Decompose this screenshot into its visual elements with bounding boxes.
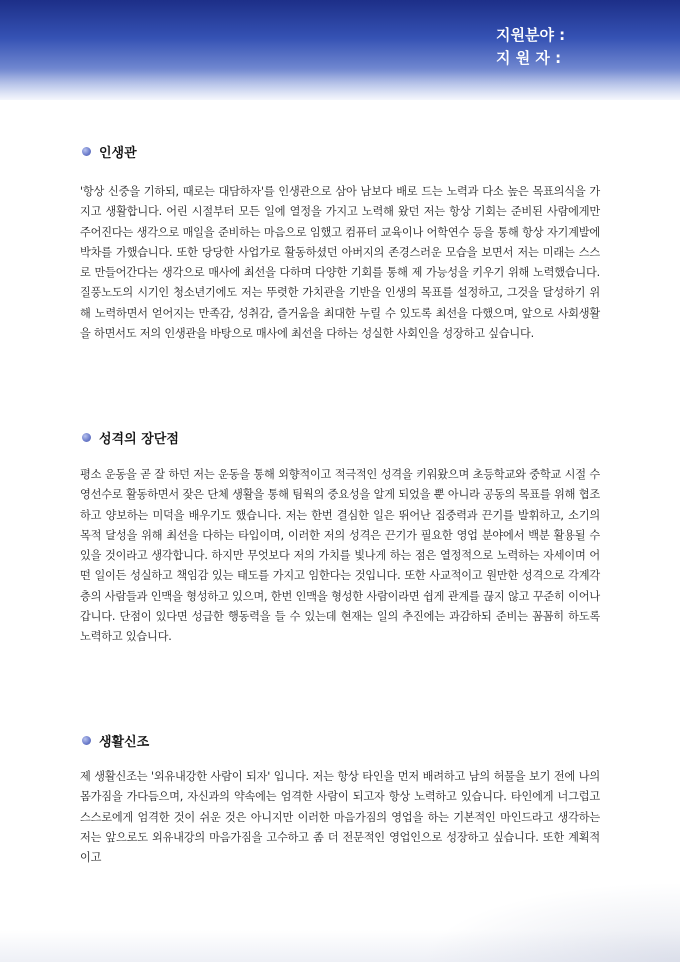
field-label: 지원분야 :: [496, 26, 566, 44]
section-body-personality: 평소 운동을 곧 잘 하던 저는 운동을 통해 외향적이고 적극적인 성격을 키워왔으며 초등학교와 중학교 시절 수영선수로 활동하면서 잦은 단체 생활을 통해 팀웍의 중요성을 알게 되었을 뿐 아니라 공동의 목표를 위해 협조하고 양보하는 미덕을 배우기도 했습니다. 저는 한번 결심한 일은 뛰어난 집중력과 끈기를 발휘하고, 소기의 목적 달성을 위해 최선을 다하는 타입이며, 이러한 저의 성격은 끈기가 필요한 영업 분야에서 백분 활용될 수 있을 것이라고 생각합니다. 하지만 무엇보다 저의 가치를 빛나게 하는 점은 열정적으로 노력하는 자세이며 어떤 일이든 성실하고 책임감 있는 태도를 가지고 임한다는 것입니다. 또한 사교적이고 원만한 성격으로 각계각층의 사람들과 인맥을 형성하고 있으며, 한번 인맥을 형성한 사람이라면 쉽게 관계를 끊지 않고 꾸준히 이어나갑니다. 단점이 있다면 성급한 행동력을 들 수 있는데 현재는 일의 추진에는 과감하되 준비는 꼼꼼히 하도록 노력하고 있습니다.: [80, 468, 600, 644]
section-title: 인생관: [99, 146, 137, 161]
section-body-motto: 제 생활신조는 '외유내강한 사람이 되자' 입니다. 저는 항상 타인을 먼저 배려하고 남의 허물을 보기 전에 나의 몸가짐을 가다듬으며, 자신과의 약속에는 엄격한 사람이 되고자 항상 노력하고 있습니다. 타인에게 너그럽고 스스로에게 엄격한 것이 쉬운 것은 아니지만 이러한 마음가짐의 영업을 하는 기본적인 마인드라고 생각하는 저는 앞으로도 외유내강의 마음가짐을 고수하고 좀 더 전문적인 영업인으로 성장하고 싶습니다. 또한 계획적이고: [80, 770, 600, 865]
bullet-icon: [82, 433, 91, 442]
applicant-label: 지 원 자 :: [496, 49, 562, 67]
section-heading-motto: [82, 731, 149, 750]
section-heading-life-philosophy: [82, 142, 137, 161]
footer-decoration: [420, 882, 680, 962]
bullet-icon: [82, 147, 91, 156]
section-body-life-philosophy: '항상 신중을 기하되, 때로는 대담하자'를 인생관으로 삼아 남보다 배로 드는 노력과 다소 높은 목표의식을 가지고 생활합니다. 어린 시절부터 모든 일에 열정을 가지고 노력해 왔던 저는 항상 기회는 준비된 사람에게만 주어진다는 생각으로 매일을 준비하는 마음으로 임했고 컴퓨터 교육이나 어학연수 등을 통해 항상 자기계발에 박차를 가했습니다. 또한 당당한 사업가로 활동하셨던 아버지의 존경스러운 모습을 보면서 저는 미래는 스스로 만들어간다는 생각으로 매사에 최선을 다하며 다양한 기회를 통해 제 가능성을 키우기 위해 노력했습니다. 질풍노도의 시기인 청소년기에도 저는 뚜렷한 가치관을 기반을 인생의 목표를 설정하고, 그것을 달성하기 위해 노력하면서 얻어지는 만족감, 성취감, 즐거움을 최대한 누릴 수 있도록 최선을 다했으며, 앞으로 사회생활을 하면서도 저의 인생관을 바탕으로 매사에 최선을 다하는 성실한 사회인을 성장하고 싶습니다.: [80, 185, 600, 341]
header-banner: [0, 0, 680, 100]
section-heading-personality: [82, 428, 179, 447]
banner-shine: [0, 72, 680, 102]
applicant-info: [496, 24, 565, 70]
section-title: 성격의 장단점: [99, 432, 179, 447]
section-title: 생활신조: [99, 735, 150, 750]
bullet-icon: [82, 736, 91, 745]
